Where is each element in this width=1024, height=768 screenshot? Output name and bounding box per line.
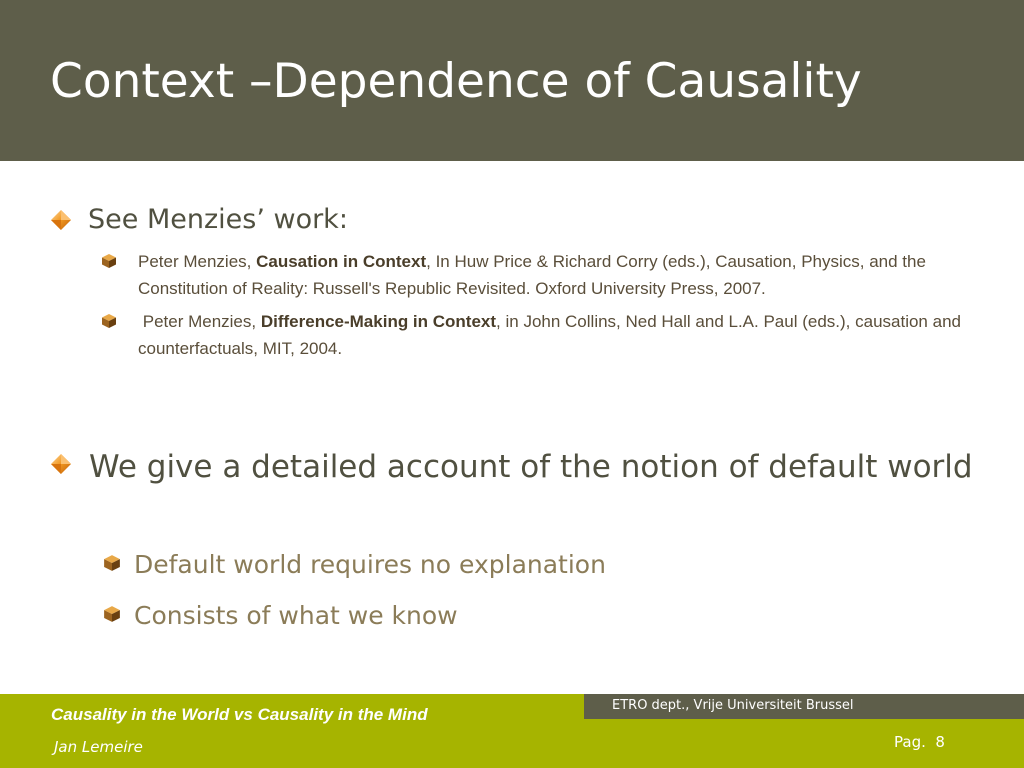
brown-cube-icon	[103, 605, 121, 623]
subitem-no-explanation: Default world requires no explanation	[134, 550, 606, 579]
title-bar	[0, 0, 1024, 161]
page-number-value: 8	[935, 733, 945, 751]
brown-cube-icon	[103, 554, 121, 572]
bullet-default-world: We give a detailed account of the notion of default world	[89, 449, 973, 485]
orange-diamond-icon	[50, 209, 72, 231]
orange-diamond-icon	[50, 453, 72, 475]
slide-title: Context –Dependence of Causality	[50, 54, 862, 109]
page-label: Pag.	[894, 733, 926, 751]
reference-prefix: Peter Menzies,	[138, 252, 257, 271]
footer-presentation-title: Causality in the World vs Causality in the Mind	[51, 705, 428, 724]
reference-title-bold: Causation in Context	[256, 252, 427, 271]
page-number	[894, 732, 945, 752]
brown-cube-icon	[101, 313, 117, 329]
footer-affiliation: ETRO dept., Vrije Universiteit Brussel	[612, 698, 854, 713]
reference-suffix: , in John Collins, Ned Hall and L.A. Paul (eds.), causation and counterfactuals, MIT, 2004.	[138, 312, 966, 358]
reference-title-bold: Difference-Making in Context	[260, 312, 497, 331]
subitem-what-we-know: Consists of what we know	[134, 601, 458, 630]
brown-cube-icon	[101, 253, 117, 269]
reference-causation-in-context	[138, 248, 1010, 302]
reference-difference-making-in-context	[138, 308, 1010, 362]
reference-suffix: , In Huw Price & Richard Corry (eds.), Causation, Physics, and the Constitution of Reality: Russell's Republic Revisited. Oxford University Press, 2007.	[138, 252, 926, 298]
footer-author: Jan Lemeire	[54, 738, 143, 756]
reference-prefix: Peter Menzies,	[138, 312, 261, 331]
bullet-see-menzies: See Menzies’ work:	[88, 204, 348, 235]
